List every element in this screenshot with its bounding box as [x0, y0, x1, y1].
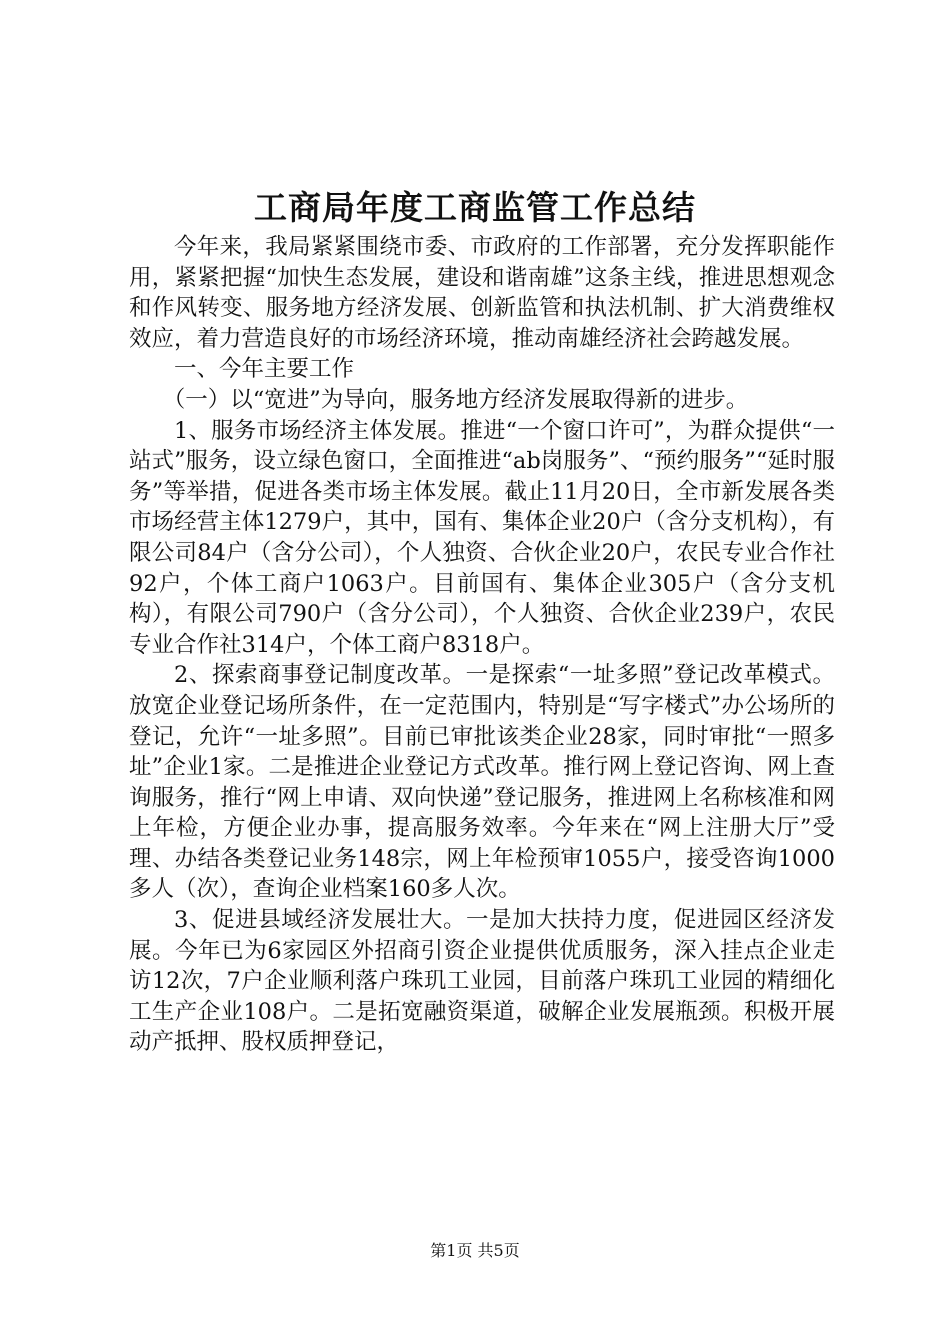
document-title: 工商局年度工商监管工作总结: [254, 188, 696, 227]
paragraph-item-2: 2、探索商事登记制度改革。一是探索“一址多照”登记改革模式。放宽企业登记场所条件，在一定范围内，特别是“写字楼式”办公场所的登记，允许“一址多照”。目前已审批该类企业28家，同时审批“一照多址”企业1家。二是推进企业登记方式改革。推行网上登记咨询、网上查询服务，推行“网上申请、双向快递”登记服务，推进网上名称核准和网上年检，方便企业办事，提高服务效率。今年来在“网上注册大厅”受理、办结各类登记业务148宗，网上年检预审1055户，接受咨询1000多人（次），查询企业档案160多人次。: [129, 662, 835, 903]
paragraph-item-1: 1、服务市场经济主体发展。推进“一个窗口许可”，为群众提供“一站式”服务，设立绿色窗口，全面推进“ab岗服务”、“预约服务”“延时服务”等举措，促进各类市场主体发展。截止11月20日，全市新发展各类市场经营主体1279户，其中，国有、集体企业20户（含分支机构），有限公司84户（含分公司），个人独资、合伙企业20户，农民专业合作社92户，个体工商户1063户。目前国有、集体企业305户（含分支机构），有限公司790户（含分公司），个人独资、合伙企业239户，农民专业合作社314户，个体工商户8318户。: [129, 417, 835, 658]
document-body: [129, 232, 835, 1058]
paragraph-intro: 今年来，我局紧紧围绕市委、市政府的工作部署，充分发挥职能作用，紧紧把握“加快生态发展，建设和谐南雄”这条主线，推进思想观念和作风转变、服务地方经济发展、创新监管和执法机制、扩大消费维权效应，着力营造良好的市场经济环境，推动南雄经济社会跨越发展。: [129, 234, 835, 352]
page-footer: 第1页 共5页: [430, 1241, 520, 1260]
paragraph-item-3: 3、促进县域经济发展壮大。一是加大扶持力度，促进园区经济发展。今年已为6家园区外招商引资企业提供优质服务，深入挂点企业走访12次，7户企业顺利落户珠玑工业园，目前落户珠玑工业园的精细化工生产企业108户。二是拓宽融资渠道，破解企业发展瓶颈。积极开展动产抵押、股权质押登记，: [129, 907, 835, 1056]
section-heading: 一、今年主要工作: [174, 356, 355, 383]
subsection-heading: （一）以“宽进”为导向，服务地方经济发展取得新的进步。: [162, 386, 749, 413]
